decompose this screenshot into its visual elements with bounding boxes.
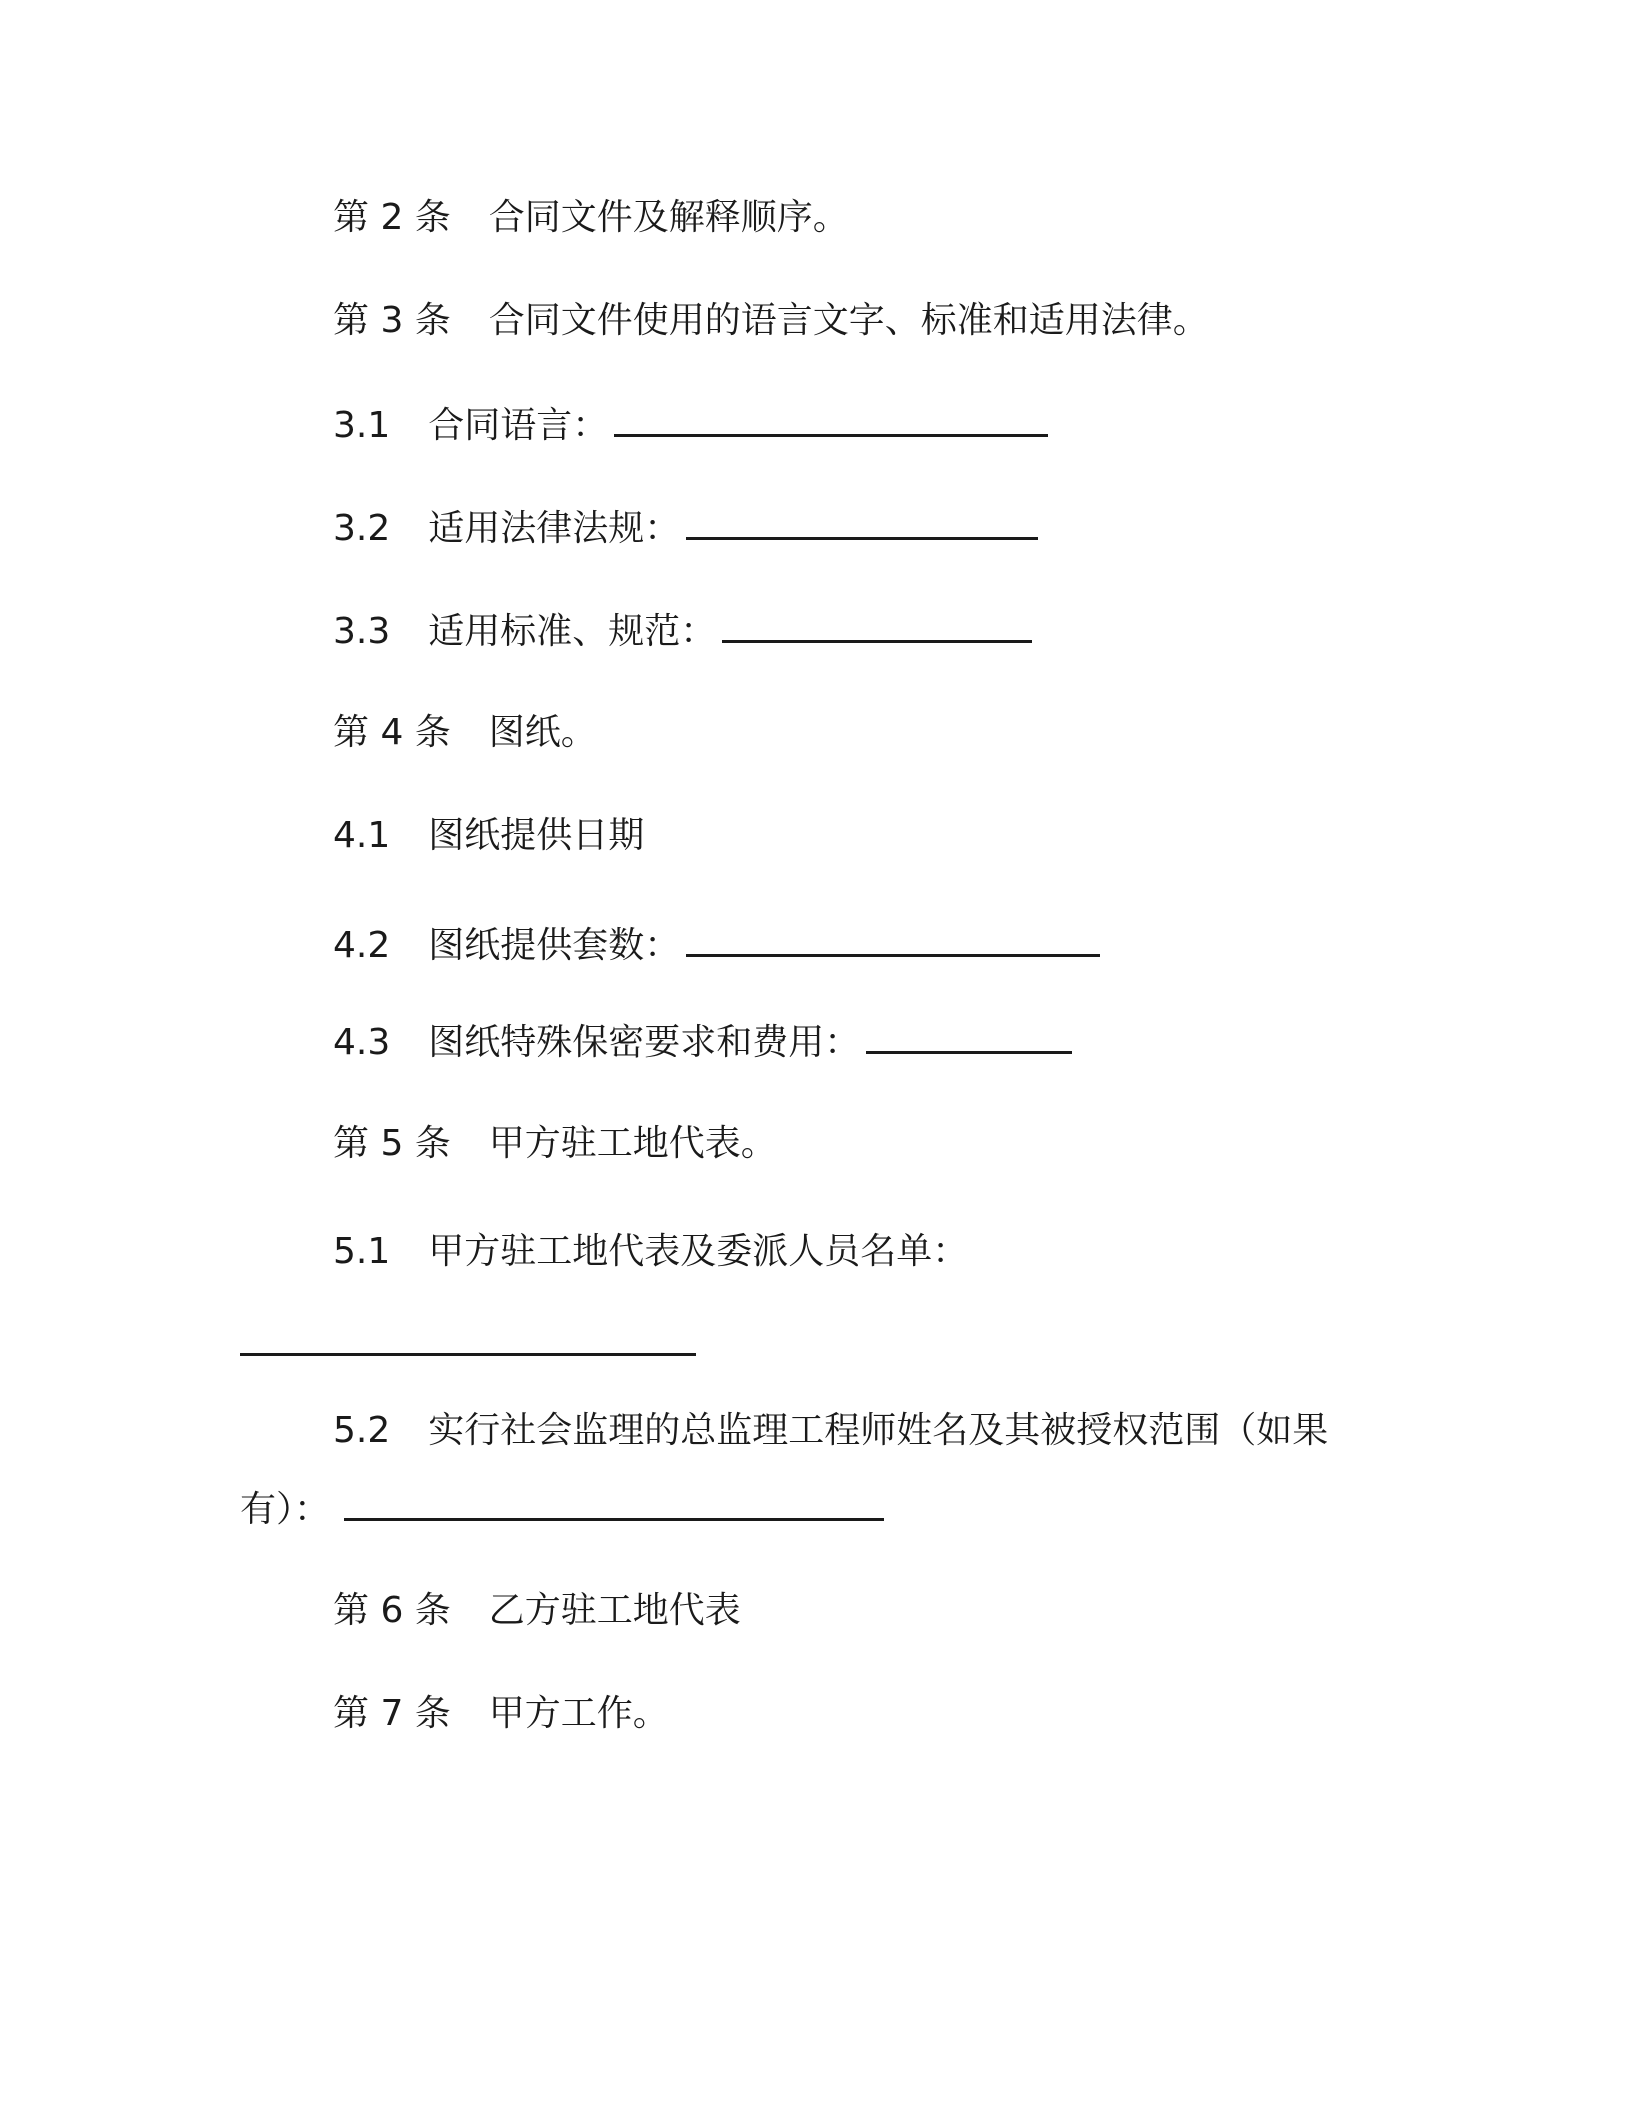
section-label: 甲方驻工地代表及委派人员名单： <box>428 1231 969 1272</box>
article-5 <box>333 1120 777 1168</box>
fill-in-blank[interactable] <box>344 1484 884 1521</box>
article-title: 合同文件使用的语言文字、标准和适用法律。 <box>488 300 1209 341</box>
section-4-2 <box>333 920 1100 970</box>
article-6 <box>333 1587 741 1635</box>
section-3-1 <box>333 400 1048 450</box>
article-2 <box>333 194 849 242</box>
section-3-2 <box>333 503 1038 553</box>
article-7 <box>333 1690 669 1738</box>
section-number: 4.2 <box>333 925 391 966</box>
article-title: 甲方驻工地代表。 <box>488 1123 777 1164</box>
fill-in-blank[interactable] <box>722 606 1032 643</box>
section-number: 3.3 <box>333 611 391 652</box>
section-5-1 <box>333 1228 968 1276</box>
fill-in-blank[interactable] <box>240 1350 696 1356</box>
section-number: 4.1 <box>333 815 391 856</box>
article-title: 合同文件及解释顺序。 <box>488 197 849 238</box>
section-number: 3.1 <box>333 405 391 446</box>
section-label: 图纸提供套数： <box>428 925 681 966</box>
article-number: 第 3 条 <box>333 300 451 341</box>
fill-in-blank[interactable] <box>614 400 1048 437</box>
fill-in-blank[interactable] <box>866 1017 1072 1054</box>
section-label-continuation: 有）： <box>240 1489 331 1530</box>
section-number: 5.2 <box>333 1410 391 1451</box>
section-number: 4.3 <box>333 1022 391 1063</box>
section-5-2 <box>333 1407 1328 1455</box>
section-4-3 <box>333 1017 1072 1067</box>
article-number: 第 5 条 <box>333 1123 451 1164</box>
section-label: 适用标准、规范： <box>428 611 717 652</box>
article-3 <box>333 297 1209 345</box>
article-title: 甲方工作。 <box>488 1693 669 1734</box>
article-number: 第 4 条 <box>333 712 451 753</box>
section-label: 适用法律法规： <box>428 508 681 549</box>
article-title: 乙方驻工地代表 <box>488 1590 741 1631</box>
section-label: 图纸特殊保密要求和费用： <box>428 1022 861 1063</box>
section-number: 3.2 <box>333 508 391 549</box>
article-title: 图纸。 <box>488 712 597 753</box>
article-4 <box>333 709 597 757</box>
article-number: 第 6 条 <box>333 1590 451 1631</box>
section-label: 图纸提供日期 <box>428 815 645 856</box>
section-4-1 <box>333 812 644 860</box>
section-label: 实行社会监理的总监理工程师姓名及其被授权范围（如果 <box>428 1410 1329 1451</box>
fill-in-blank[interactable] <box>686 920 1100 957</box>
fill-in-blank[interactable] <box>686 503 1038 540</box>
section-label: 合同语言： <box>428 405 609 446</box>
article-number: 第 2 条 <box>333 197 451 238</box>
section-3-3 <box>333 606 1032 656</box>
article-number: 第 7 条 <box>333 1693 451 1734</box>
section-5-2-continuation <box>240 1484 884 1534</box>
section-number: 5.1 <box>333 1231 391 1272</box>
